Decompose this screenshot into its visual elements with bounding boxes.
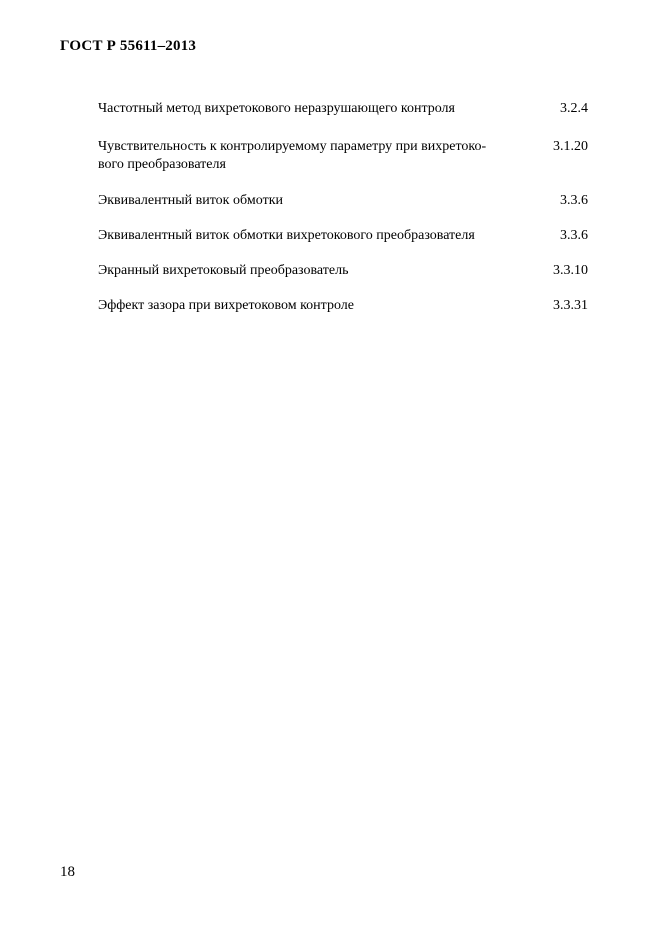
- document-code-header: ГОСТ Р 55611–2013: [60, 38, 197, 54]
- index-entry: [98, 227, 588, 245]
- index-ref: 3.3.6: [560, 193, 588, 208]
- index-ref: 3.3.10: [553, 263, 588, 278]
- index-term: Эффект зазора при вихретоковом контроле: [98, 298, 354, 313]
- index-term: [98, 138, 523, 174]
- index-ref: 3.3.31: [553, 298, 588, 313]
- page-number: 18: [60, 864, 75, 880]
- alphabetical-index-list: [98, 96, 588, 315]
- index-entry: [98, 262, 588, 280]
- index-entry: [98, 192, 588, 210]
- index-ref: 3.3.6: [560, 228, 588, 243]
- index-term: Экранный вихретоковый преобразователь: [98, 263, 349, 278]
- index-entry: [98, 138, 588, 174]
- index-term: Эквивалентный виток обмотки: [98, 193, 284, 208]
- index-term: Эквивалентный виток обмотки вихретокового преобразователя: [98, 228, 475, 243]
- index-entry: [98, 100, 588, 118]
- index-term-line: Чувствительность к контролируемому параметру при вихретоко-: [98, 139, 487, 154]
- index-term: Частотный метод вихретокового неразрушающего контроля: [98, 101, 455, 116]
- index-term-line: вого преобразователя: [98, 157, 226, 172]
- index-entry: [98, 297, 588, 315]
- index-ref: 3.1.20: [553, 139, 588, 154]
- index-ref: 3.2.4: [560, 101, 588, 116]
